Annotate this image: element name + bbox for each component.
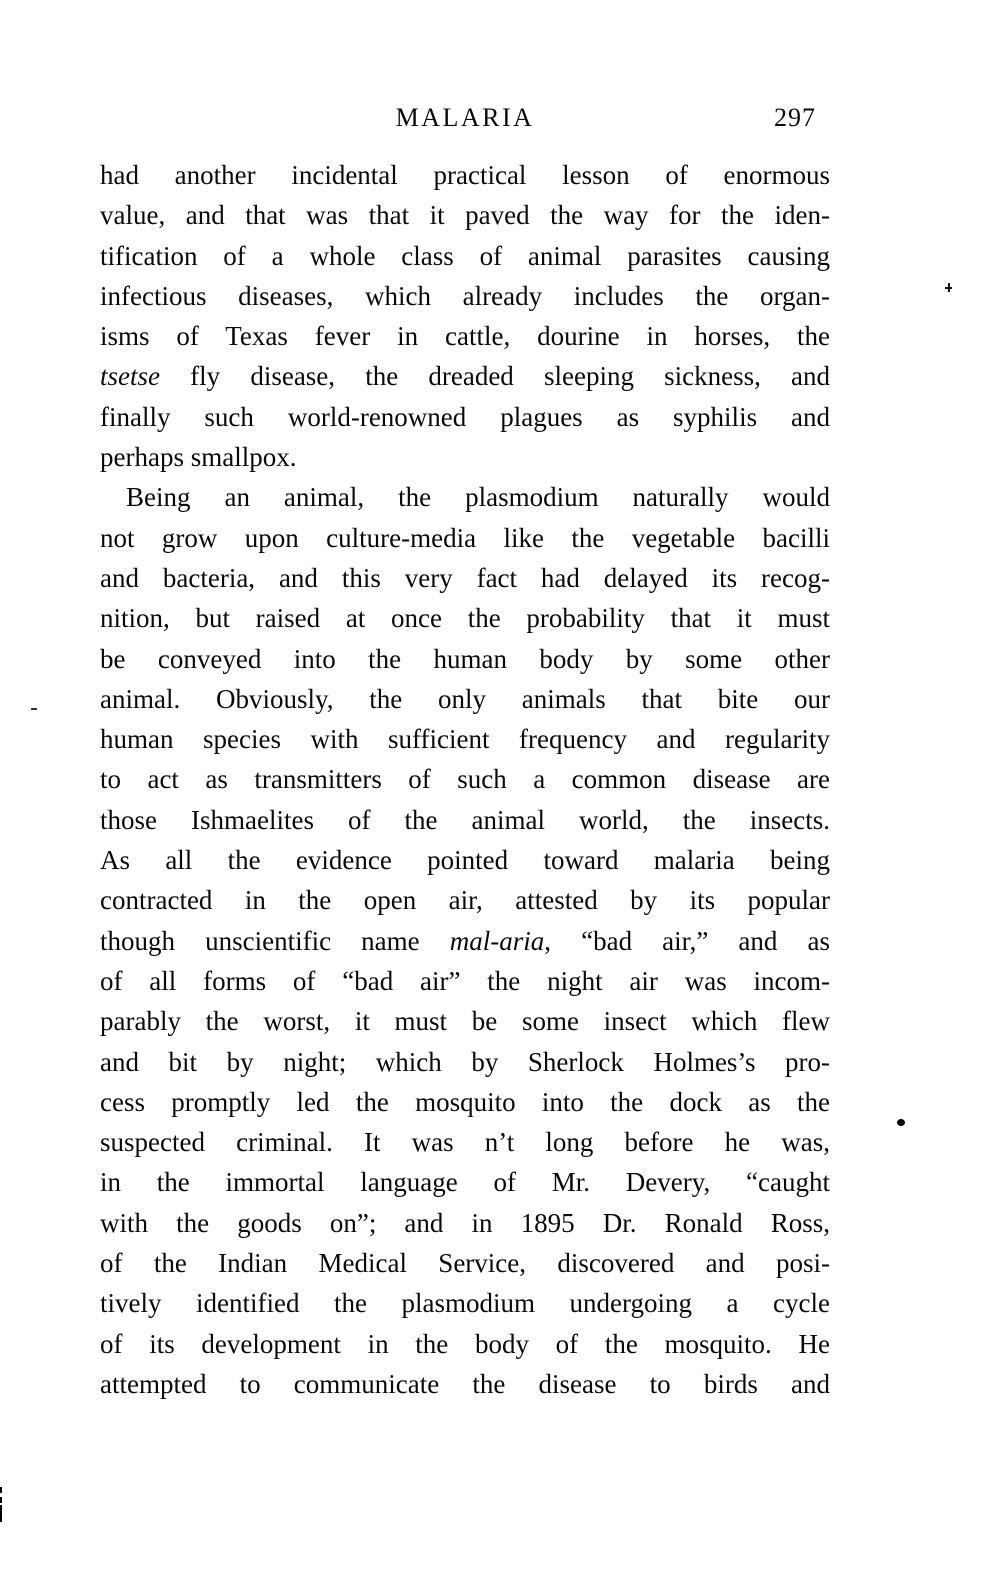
italic-text: tsetse (100, 361, 160, 392)
body-text: parably the worst, it must be some insect which flew (100, 1006, 830, 1037)
body-text: fly disease, the dreaded sleeping sickness, and (160, 361, 830, 392)
running-head (100, 104, 830, 136)
text-line (100, 1082, 830, 1122)
text-line (100, 397, 830, 437)
body-text: animal. Obviously, the only animals that bite our (100, 683, 830, 714)
page-edge-mark-solid (0, 1505, 2, 1522)
text-line (100, 800, 830, 840)
body-text: cess promptly led the mosquito into the dock as the (100, 1086, 830, 1117)
body-text: though unscientific name (100, 925, 450, 956)
text-line (100, 195, 830, 235)
text-line (100, 155, 830, 195)
body-text: contracted in the open air, attested by its popular (100, 885, 830, 916)
page-number: 297 (774, 103, 816, 132)
body-text: attempted to communicate the disease to birds and (100, 1368, 830, 1399)
text-line (100, 1042, 830, 1082)
text-line (100, 1001, 830, 1041)
running-title: MALARIA (395, 103, 535, 132)
text-line (100, 477, 830, 517)
body-text: suspected criminal. It was n’t long before he was, (100, 1127, 830, 1158)
text-line (100, 236, 830, 276)
body-text: isms of Texas fever in cattle, dourine in horses, the (100, 321, 830, 352)
body-text: finally such world-renowned plagues as syphilis and (100, 401, 830, 432)
body-text: be conveyed into the human body by some other (100, 643, 830, 674)
body-text: nition, but raised at once the probability that it must (100, 603, 830, 634)
text-line (100, 759, 830, 799)
text-line (100, 356, 830, 396)
body-text: tification of a whole class of animal parasites causing (100, 240, 830, 271)
body-text: , “bad air,” and as (544, 925, 830, 956)
body-text: not grow upon culture-media like the vegetable bacilli (100, 522, 830, 553)
body-text: those Ishmaelites of the animal world, the insects. (100, 804, 830, 835)
ink-speck-plus (945, 283, 952, 292)
text-line (100, 880, 830, 920)
body-text: and bit by night; which by Sherlock Holmes’s pro- (100, 1046, 830, 1077)
body-text: Being an animal, the plasmodium naturally would (126, 482, 830, 513)
text-line (100, 1243, 830, 1283)
text-line (100, 1162, 830, 1202)
body-text: and bacteria, and this very fact had delayed its recog- (100, 562, 830, 593)
text-line (100, 1203, 830, 1243)
ink-speck-dot (897, 1119, 905, 1126)
body-text: value, and that was that it paved the way for the iden- (100, 200, 830, 231)
body-text: of its development in the body of the mosquito. He (100, 1328, 830, 1359)
text-line (100, 437, 830, 477)
text-block (100, 155, 830, 1404)
text-line (100, 1122, 830, 1162)
text-line (100, 316, 830, 356)
text-line (100, 961, 830, 1001)
italic-text: mal-aria (449, 925, 545, 956)
text-line (100, 598, 830, 638)
body-text: human species with sufficient frequency and regularity (100, 724, 830, 755)
text-line (100, 921, 830, 961)
text-line (100, 1324, 830, 1364)
text-line (100, 719, 830, 759)
body-text: of the Indian Medical Service, discovered and posi- (100, 1248, 830, 1279)
text-line (100, 639, 830, 679)
text-line (100, 679, 830, 719)
ink-speck-dash (31, 708, 37, 710)
body-text: had another incidental practical lesson of enormous (100, 160, 830, 190)
body-text: tively identified the plasmodium undergoing a cycle (100, 1288, 830, 1319)
body-text: perhaps smallpox. (100, 442, 297, 473)
text-line (100, 518, 830, 558)
text-line (100, 276, 830, 316)
text-line (100, 1283, 830, 1323)
body-text: infectious diseases, which already includes the organ- (100, 280, 830, 311)
body-text: to act as transmitters of such a common disease are (100, 764, 830, 795)
text-line (100, 558, 830, 598)
text-line (100, 840, 830, 880)
page-edge-mark-dashed (0, 1487, 2, 1503)
body-text: in the immortal language of Mr. Devery, “caught (100, 1167, 830, 1198)
body-text: with the goods on”; and in 1895 Dr. Ronald Ross, (100, 1207, 830, 1238)
body-text: As all the evidence pointed toward malaria being (100, 845, 830, 876)
text-line (100, 1364, 830, 1404)
body-text: of all forms of “bad air” the night air was incom- (100, 965, 830, 996)
